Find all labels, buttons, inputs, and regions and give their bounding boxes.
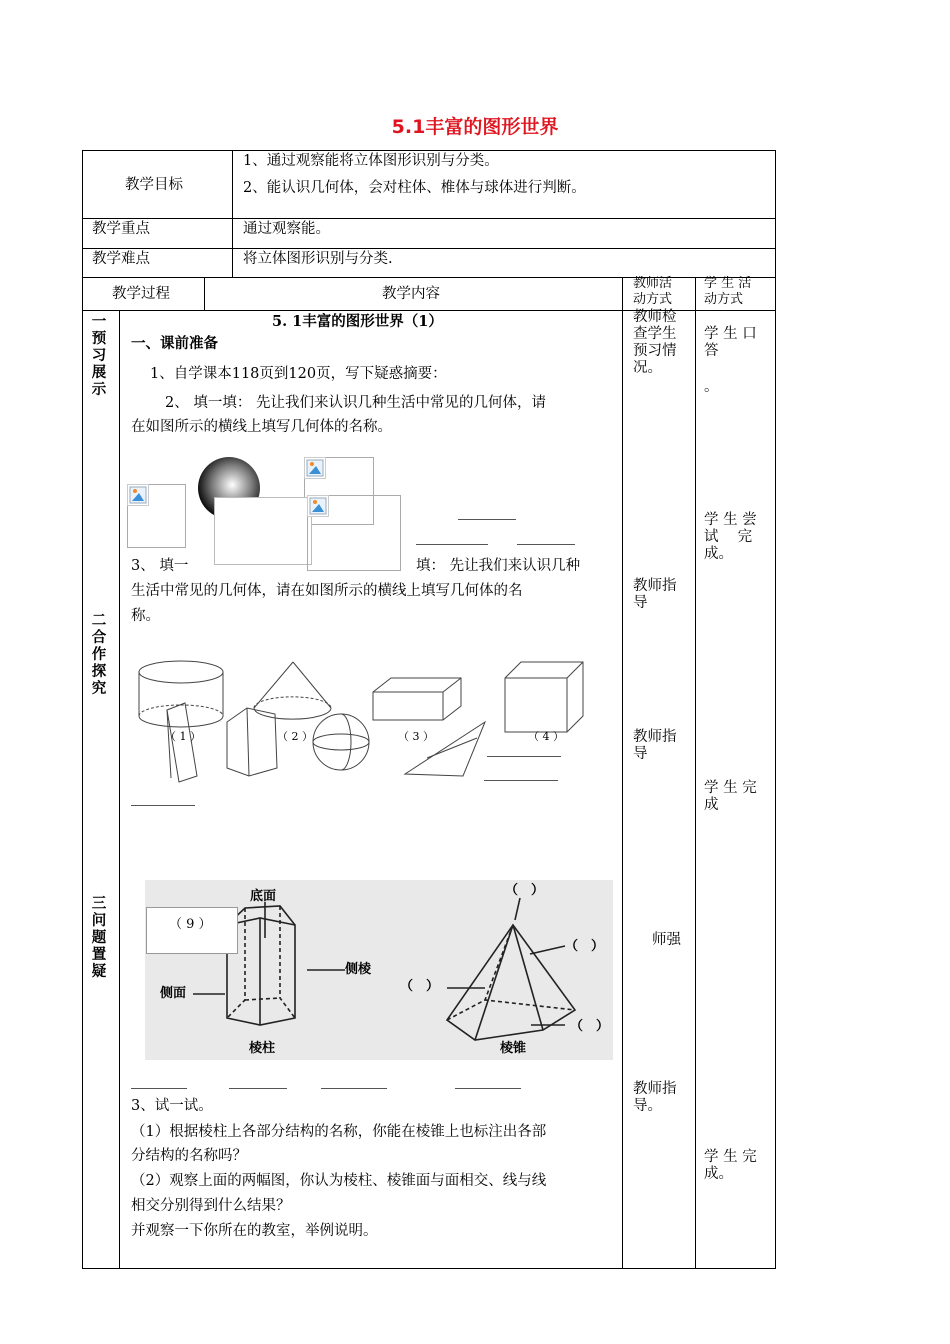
- teacher-activity-5: 教师指 导。: [633, 1081, 677, 1114]
- prep-heading: 一、课前准备: [131, 335, 218, 352]
- shape-label-2: （ 2 ）: [277, 730, 313, 743]
- objectives-label: 教学目标: [125, 177, 183, 193]
- section-question-label: 三 问 题 置 疑: [91, 895, 107, 980]
- answer-blank[interactable]: [517, 544, 575, 545]
- answer-blank[interactable]: [458, 519, 516, 520]
- broken-image-icon: [127, 484, 149, 506]
- broken-image-icon: [307, 495, 329, 517]
- section-cooperate-label: 二 合 作 探 究: [91, 612, 107, 697]
- teacher-activity-2: 教师指 导: [633, 578, 677, 611]
- answer-blank[interactable]: [484, 780, 558, 781]
- item-3-line3: 称。: [131, 608, 160, 624]
- prism-name-label: 棱柱: [249, 1041, 276, 1056]
- header-process: 教学过程: [112, 286, 170, 302]
- figure-number: （ 9 ）: [169, 917, 212, 932]
- student-activity-3: 学 生 完 成: [704, 780, 757, 813]
- answer-blank[interactable]: [487, 756, 561, 757]
- item-2-line1: 2、 填一填： 先让我们来认识几种生活中常见的几何体，请: [165, 395, 546, 411]
- content-subtitle: 5. 1丰富的图形世界（1）: [272, 313, 443, 330]
- item-3-line1-b: 填： 先让我们来认识几种: [416, 558, 581, 574]
- difficulty-value: 将立体图形识别与分类.: [243, 251, 393, 267]
- pyramid-blank-bottom[interactable]: （ ）: [570, 1019, 610, 1034]
- key-point-label: 教学重点: [92, 221, 150, 237]
- key-point-value: 通过观察能。: [243, 221, 330, 237]
- pyramid-name-label: 棱锥: [500, 1041, 527, 1056]
- prism-side-edge-label: 侧棱: [345, 962, 372, 977]
- geometry-shapes-figure: [127, 658, 597, 788]
- prism-top-label: 底面: [250, 889, 277, 904]
- figure-number-box: [146, 907, 238, 954]
- item-1: 1、自学课本118页到120页，写下疑惑摘要：: [150, 366, 447, 382]
- header-content: 教学内容: [382, 286, 440, 302]
- teacher-activity-1: 教师检 查学生 预习情 况。: [633, 309, 677, 376]
- student-activity-1: 学 生 口 答: [704, 326, 757, 359]
- student-activity-1-dot: 。: [704, 379, 719, 395]
- header-student: 学 生 活 动方式: [704, 276, 752, 307]
- shape-label-4: （ 4 ）: [528, 730, 564, 743]
- prism-side-face-label: 侧面: [160, 986, 187, 1001]
- student-activity-2: 学 生 尝 试 完 成。: [704, 512, 757, 562]
- section-preview-label: 一 预 习 展 示: [91, 313, 107, 398]
- answer-blank[interactable]: [321, 1088, 387, 1089]
- try-heading: 3、试一试。: [131, 1098, 213, 1114]
- student-activity-4: 学 生 完 成。: [704, 1149, 757, 1182]
- item-3-line2: 生活中常见的几何体，请在如图所示的横线上填写几何体的名: [131, 583, 523, 599]
- answer-blank[interactable]: [416, 544, 488, 545]
- difficulty-label: 教学难点: [92, 251, 150, 267]
- pyramid-blank-right[interactable]: （ ）: [565, 939, 605, 954]
- item-2-line2: 在如图所示的横线上填写几何体的名称。: [131, 419, 392, 435]
- objective-1: 1、通过观察能将立体图形识别与分类。: [243, 153, 499, 169]
- shape-label-3: （ 3 ）: [398, 730, 434, 743]
- answer-blank[interactable]: [131, 805, 195, 806]
- answer-blank[interactable]: [131, 1088, 187, 1089]
- question-2-line2: 相交分别得到什么结果？: [131, 1198, 291, 1214]
- teacher-activity-3: 教师指 导: [633, 729, 677, 762]
- teacher-activity-4: 师强: [652, 932, 681, 948]
- objective-2: 2、能认识几何体，会对柱体、椎体与球体进行判断。: [243, 180, 586, 196]
- item-3-line1-a: 3、 填一: [131, 558, 189, 574]
- question-3: 并观察一下你所在的教室，举例说明。: [131, 1223, 378, 1239]
- answer-blank[interactable]: [455, 1088, 521, 1089]
- page-title: 5.1丰富的图形世界: [391, 116, 559, 138]
- broken-image-icon: [304, 457, 326, 479]
- answer-blank[interactable]: [229, 1088, 287, 1089]
- shape-label-1: （ 1 ）: [165, 730, 201, 743]
- question-2-line1: （2）观察上面的两幅图，你认为棱柱、棱锥面与面相交、线与线: [131, 1173, 547, 1189]
- question-1-line2: 分结构的名称吗？: [131, 1148, 247, 1164]
- pyramid-blank-top[interactable]: （ ）: [505, 883, 545, 898]
- header-teacher: 教师活 动方式: [633, 276, 673, 307]
- pyramid-blank-left[interactable]: （ ）: [400, 979, 440, 994]
- question-1-line1: （1）根据棱柱上各部分结构的名称，你能在棱锥上也标注出各部: [131, 1124, 547, 1140]
